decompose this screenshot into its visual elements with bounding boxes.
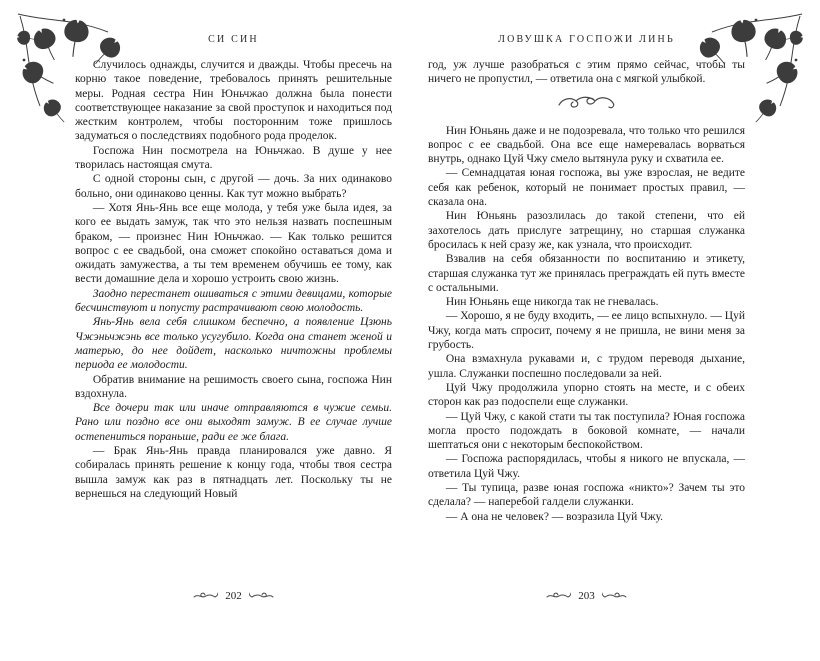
left-page-body [75,58,392,501]
paragraph: — Ты тупица, разве юная госпожа «никто»? Зачем ты это сделала? — наперебой галдели служанки. [428,482,745,509]
paragraph: — Цуй Чжу, с какой стати ты так поступила? Юная госпожа могла просто подождать в боковой комнате, — начали шептаться они с некоторым беспокойством. [428,410,745,452]
cloud-divider-icon [555,94,619,110]
paragraph: — Хорошо, я не буду входить, — ее лицо вспыхнуло. — Цуй Чжу, когда мать спросит, почему я не пришла, не вини меня за грубость. [428,310,745,352]
paragraph: Она взмахнула рукавами и, с трудом переводя дыхание, ушла. Служанки поспешно последовали за ней. [428,353,745,380]
paragraph: — Брак Янь-Янь правда планировался уже давно. Я собиралась принять решение к концу года, чтобы твоя сестра вышла замуж как раз в пятнадцать лет. Поскольку ты не вернешься на следующий Новый [75,445,392,500]
paragraph: Нин Юньянь еще никогда так не гневалась. [445,296,659,309]
flourish-left-icon [546,591,571,601]
left-page [75,34,392,644]
paragraph: Взвалив на себя обязанности по воспитанию и этикету, старшая служанка тут же принялась преграждать ей путь вместе с остальными. [428,253,745,294]
running-header-title: ЛОВУШКА ГОСПОЖИ ЛИНЬ [498,34,675,45]
paragraph: — А она не человек? — возразила Цуй Чжу. [445,510,664,523]
right-page-body [428,58,745,524]
flourish-right-icon [602,591,627,601]
page-number-right [428,590,745,602]
page-number-text: 203 [578,590,595,602]
paragraph: — Семнадцатая юная госпожа, вы уже взрослая, не ведите себя как ребенок, который не понимает простых правил, — сказала она. [428,167,745,209]
paragraph: Янь-Янь вела себя слишком беспечно, а появление Цзюнь Чжэньчжэнь все только усугубило. Когда она станет женой и матерью, до нее дойдет, насколько ничтожны проблемы периода ее молодости. [75,316,392,372]
right-page [428,34,745,644]
paragraph: — Госпожа распорядилась, чтобы я никого не впускала, — ответила Цуй Чжу. [428,453,745,480]
paragraph: Все дочери так или иначе отправляются в чужие семьи. Рано или поздно все они выходят замуж. В ее случае лучше остепениться пораньше, ради ее же блага. [75,402,392,443]
running-header-author: СИ СИН [208,34,259,45]
paragraph: — Хотя Янь-Янь все еще молода, у тебя уже была идея, за кого ее выдать замуж, так что это нельзя назвать поспешным браком, — произнес Нин Юньчжао. — Как только решится вопрос с ее свадьбой, она сможет спокойно оставаться дома и ожидать замужества, а ты тем временем обучишь ее тому, как вести домашние дела и хорошо устроить свою жизнь. [75,201,392,286]
paragraph: Нин Юньянь разозлилась до такой степени, что ей захотелось дать прислуге затрещину, но старшая служанка бросилась к ней сразу же, как узнала, что происходит. [428,210,745,251]
paragraph: Цуй Чжу продолжила упорно стоять на месте, и с обеих сторон как раз подоспели еще служанки. [428,381,745,409]
paragraph: Заодно перестанет ошиваться с этими девицами, которые бесчинствуют и попусту растрачивают свою молодость. [75,287,392,315]
paragraph: С одной стороны сын, с другой — дочь. За них одинаково больно, они одинаково ценны. Как тут можно выбрать? [75,173,392,200]
flourish-right-icon [249,591,274,601]
flourish-left-icon [193,591,218,601]
paragraph-continuation: год, уж лучше разобраться с этим прямо сейчас, чтобы ты ничего не пропустил, — ответила она с мягкой улыбкой. [428,59,745,86]
page-number-text: 202 [225,590,242,602]
paragraph: Случилось однажды, случится и дважды. Чтобы пресечь на корню такое поведение, требовалось принять решительные меры. Родная сестра Нин Юньчжао должна была понести соответствующее наказание за свой проступок и находиться под жестким контролем, чтобы посторонним тоже пришлось задуматься о последствиях подобного рода проделок. [75,59,392,143]
page-number-left [75,590,392,602]
paragraph: Обратив внимание на решимость своего сына, госпожа Нин вздохнула. [75,373,392,400]
paragraph: Нин Юньянь даже и не подозревала, что только что решился вопрос с ее свадьбой. Она все еще намеревалась ворваться внутрь, однако Цуй Чжу смело вытянула руку и схватила ее. [428,124,745,166]
book-spread [75,34,745,644]
paragraph: Госпожа Нин посмотрела на Юньчжао. В душе у нее творилась настоящая смута. [75,144,392,172]
section-divider [428,94,745,115]
